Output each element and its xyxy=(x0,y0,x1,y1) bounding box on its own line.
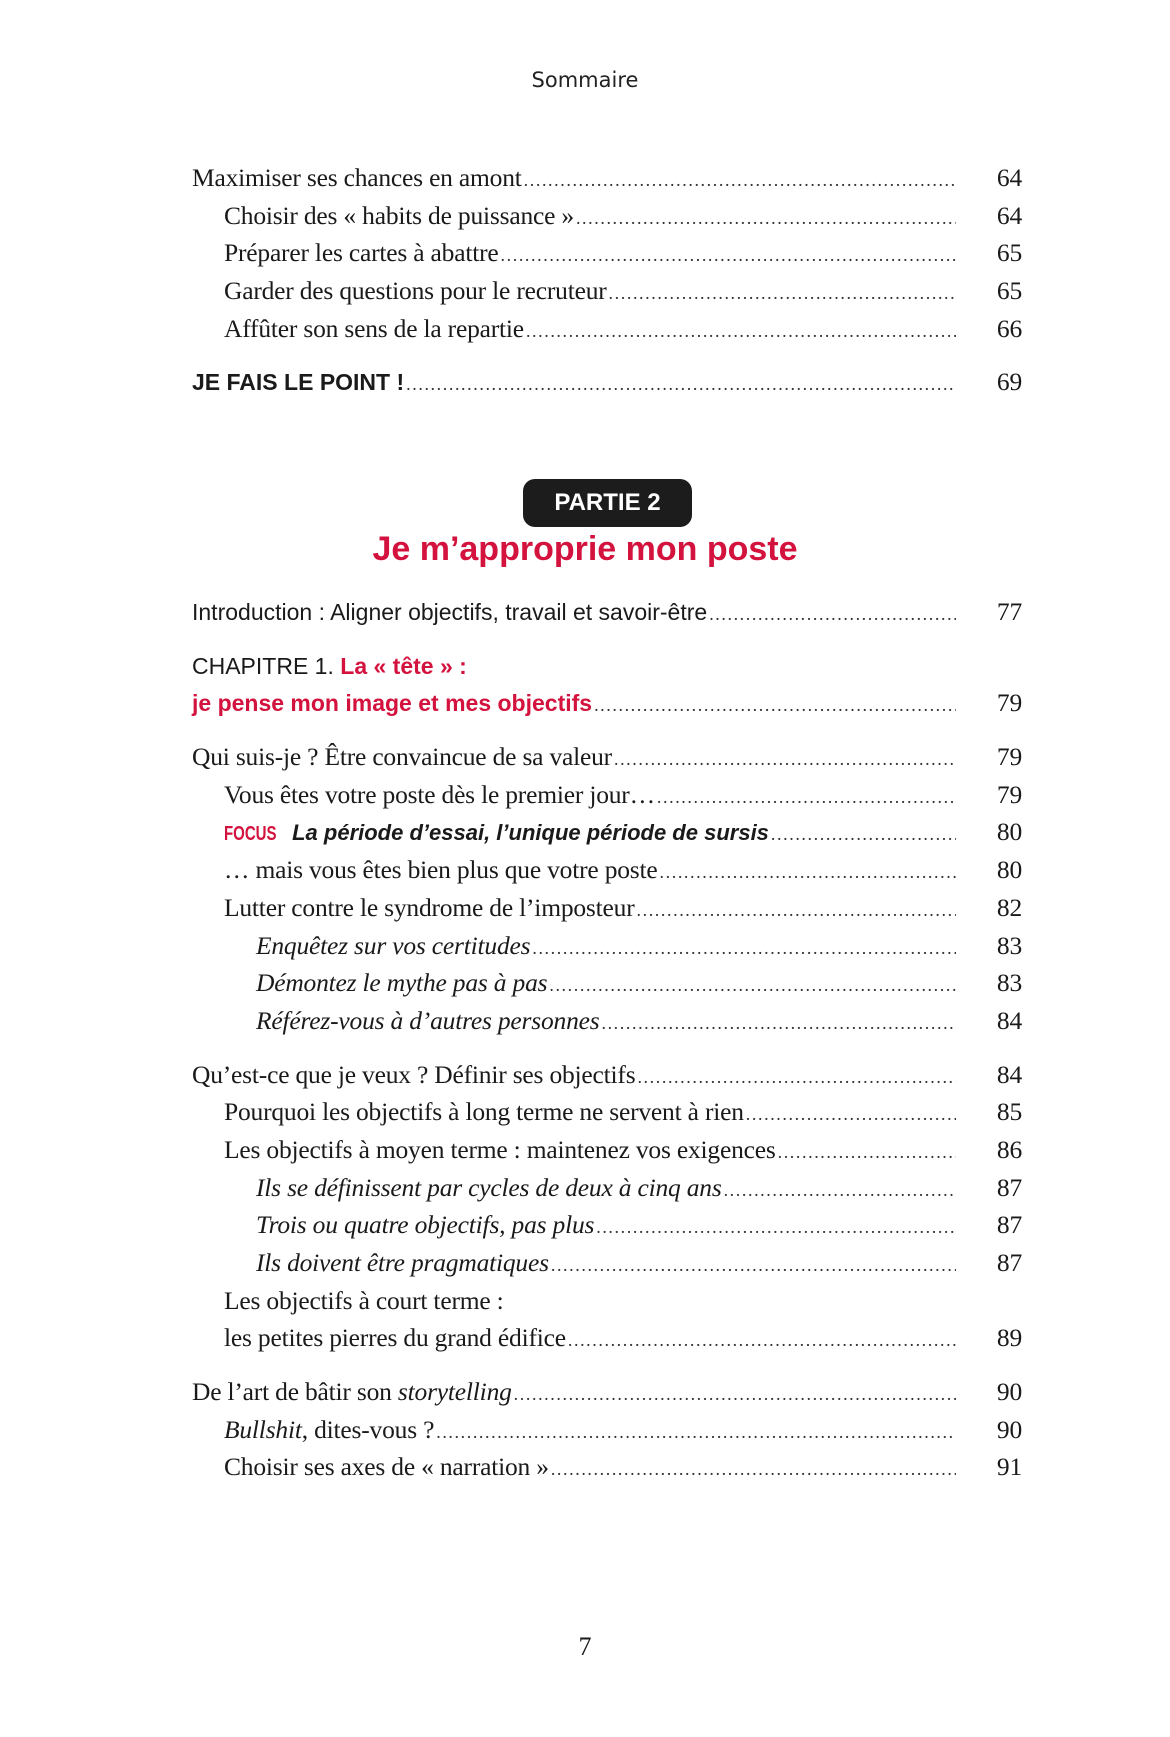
toc-entry-title xyxy=(256,964,547,1002)
toc-entry[interactable] xyxy=(192,159,1022,197)
toc-entry-title xyxy=(256,1206,594,1244)
toc-entry-title xyxy=(192,593,707,632)
toc-title-segment: Pourquoi les objectifs à long terme ne servent à rien xyxy=(224,1097,744,1127)
toc-entry-title xyxy=(224,1411,434,1449)
dot-leader xyxy=(406,366,956,404)
dot-leader xyxy=(778,1134,956,1172)
dot-leader xyxy=(594,687,956,725)
toc-entry[interactable] xyxy=(192,1282,1022,1320)
toc-title-segment: Référez-vous à d’autres personnes xyxy=(256,1005,600,1035)
toc-page-number: 85 xyxy=(996,1097,1022,1127)
toc-title-segment: Introduction : Aligner objectifs, travail et savoir-être xyxy=(192,599,708,625)
toc-entry[interactable] xyxy=(192,1373,1022,1411)
toc-title-segment: Qui suis-je ? Être convaincue de sa valeur xyxy=(192,742,612,772)
toc-title-segment: Enquêtez sur vos certitudes xyxy=(256,930,531,960)
toc-page-number: 77 xyxy=(996,597,1022,626)
toc-page-number: 87 xyxy=(996,1210,1022,1240)
toc-group xyxy=(192,1056,1022,1358)
toc-page-number: 79 xyxy=(996,688,1022,718)
toc-entry[interactable] xyxy=(192,1319,1022,1357)
toc-section-part1-end xyxy=(192,159,1022,401)
toc-title-segment: De l’art de bâtir son xyxy=(192,1377,398,1407)
toc-page-number: 79 xyxy=(996,779,1022,809)
toc-page-number: 65 xyxy=(996,238,1022,268)
toc-page-number: 84 xyxy=(996,1059,1022,1089)
toc-entry-title xyxy=(224,197,574,235)
toc-entry[interactable] xyxy=(192,234,1022,272)
toc-entry[interactable] xyxy=(192,363,1022,401)
toc-entry[interactable] xyxy=(192,1448,1022,1486)
toc-title-segment: Trois ou quatre objectifs, pas plus xyxy=(256,1210,595,1240)
toc-entry[interactable] xyxy=(192,851,1022,889)
toc-title-segment: JE FAIS LE POINT ! xyxy=(192,369,405,396)
toc-title-segment: Les objectifs à moyen terme : maintenez vos exigences xyxy=(224,1134,776,1164)
focus-tag: FOCUS xyxy=(224,823,277,846)
toc-page-number: 90 xyxy=(996,1414,1022,1444)
toc-title-segment: storytelling xyxy=(397,1377,512,1407)
toc-entry[interactable] xyxy=(192,964,1022,1002)
toc-title-segment: Choisir ses axes de « narration » xyxy=(224,1452,549,1482)
toc-title-segment: les petites pierres du grand édifice xyxy=(224,1323,566,1353)
dot-leader xyxy=(549,967,956,1005)
toc-group xyxy=(192,1373,1022,1486)
toc-page-number: 66 xyxy=(996,313,1022,343)
dot-leader xyxy=(601,1005,956,1043)
toc-page-number: 83 xyxy=(996,968,1022,998)
toc-page-number: 89 xyxy=(996,1323,1022,1353)
dot-leader xyxy=(609,275,956,313)
toc-title-segment: Choisir des « habits de puissance » xyxy=(224,200,574,230)
toc-page-number: 79 xyxy=(996,742,1022,772)
toc-group xyxy=(192,363,1022,401)
toc-entry-title xyxy=(224,1319,566,1357)
toc-entry-title xyxy=(224,272,607,310)
toc-title-segment: Lutter contre le syndrome de l’imposteur xyxy=(224,892,635,922)
toc-entry[interactable] xyxy=(192,738,1022,776)
toc-entry[interactable] xyxy=(192,813,1022,851)
toc-entry[interactable] xyxy=(192,593,1022,631)
toc-page-number: 87 xyxy=(996,1248,1022,1277)
toc-title-segment: … mais vous êtes bien plus que votre poste xyxy=(224,855,658,885)
toc-entry-title xyxy=(224,851,658,889)
toc-entry-title xyxy=(192,1056,635,1094)
toc-entry[interactable] xyxy=(192,776,1022,814)
toc-title-segment: Qu’est-ce que je veux ? Définir ses objectifs xyxy=(192,1059,636,1089)
toc-title-segment: Garder des questions pour le recruteur xyxy=(224,276,607,306)
dot-leader xyxy=(576,200,956,238)
toc-entry-title xyxy=(224,776,655,814)
toc-page-number: 65 xyxy=(996,276,1022,306)
toc-entry-title xyxy=(224,1131,776,1169)
toc-entry-title xyxy=(192,647,467,686)
toc-entry[interactable] xyxy=(192,684,1022,722)
toc-entry[interactable] xyxy=(192,310,1022,348)
dot-leader xyxy=(637,892,957,930)
toc-title-segment: Ils se définissent par cycles de deux à cinq ans xyxy=(256,1172,722,1202)
toc-page-number: 80 xyxy=(996,855,1022,885)
toc-entry[interactable] xyxy=(192,647,1022,685)
toc-page-number: 91 xyxy=(996,1452,1022,1482)
dot-leader xyxy=(596,1209,956,1247)
toc-entry[interactable] xyxy=(192,272,1022,310)
toc-title-segment: , dites-vous ? xyxy=(301,1414,435,1444)
toc-section-part2 xyxy=(192,593,1022,1486)
dot-leader xyxy=(436,1414,956,1452)
toc-page-number: 69 xyxy=(996,367,1022,397)
dot-leader xyxy=(514,1376,956,1414)
dot-leader xyxy=(526,313,956,351)
toc-entry[interactable] xyxy=(192,889,1022,927)
toc-entry-title xyxy=(192,363,404,402)
toc-title-segment: Préparer les cartes à abattre xyxy=(224,238,499,268)
toc-title-segment: Vous êtes votre poste dès le premier jour… xyxy=(224,779,655,809)
page-number: 7 xyxy=(578,1632,592,1661)
dot-leader xyxy=(660,854,956,892)
toc-group xyxy=(192,738,1022,1040)
toc-entry-title xyxy=(256,1002,599,1040)
dot-leader xyxy=(532,930,956,968)
toc-entry[interactable] xyxy=(192,1244,1022,1282)
part-title: Je m’approprie mon poste xyxy=(372,530,798,568)
toc-entry-title xyxy=(192,159,522,197)
dot-leader xyxy=(568,1322,956,1360)
toc-entry[interactable] xyxy=(192,1131,1022,1169)
toc-title-segment: Ils doivent être pragmatiques xyxy=(256,1248,549,1277)
toc-entry-title xyxy=(224,1448,549,1486)
toc-title-segment: CHAPITRE 1. xyxy=(192,652,341,679)
toc-page-number: 83 xyxy=(996,930,1022,960)
toc-title-segment: Affûter son sens de la repartie xyxy=(224,313,524,343)
toc-page-number: 64 xyxy=(996,163,1022,192)
toc-entry[interactable] xyxy=(192,1169,1022,1207)
toc-group xyxy=(192,647,1022,722)
toc-entry-title xyxy=(192,684,592,723)
toc-title-segment: Bullshit xyxy=(224,1414,302,1444)
toc-page-number: 84 xyxy=(996,1005,1022,1035)
dot-leader xyxy=(637,1059,956,1097)
toc-entry[interactable] xyxy=(192,1411,1022,1449)
toc-entry[interactable] xyxy=(192,197,1022,235)
toc-entry[interactable] xyxy=(192,1093,1022,1131)
dot-leader xyxy=(614,741,956,779)
toc-title-segment: Démontez le mythe pas à pas xyxy=(256,968,548,998)
toc-entry-title xyxy=(192,738,612,776)
dot-leader xyxy=(524,162,956,200)
toc-group xyxy=(192,593,1022,631)
toc-entry-title xyxy=(192,1373,512,1411)
toc-page-number: 82 xyxy=(996,892,1022,922)
toc-title-segment: Les objectifs à court terme : xyxy=(224,1285,504,1315)
toc-entry-title xyxy=(224,1093,744,1131)
toc-title-segment: La période d’essai, l’unique période de sursis xyxy=(286,820,769,846)
toc-entry[interactable] xyxy=(192,927,1022,965)
toc-entry[interactable] xyxy=(192,1002,1022,1040)
toc-title-segment: La « tête » : xyxy=(340,652,467,679)
toc-entry[interactable] xyxy=(192,1056,1022,1094)
part-badge: PARTIE 2 xyxy=(523,479,692,527)
toc-entry-title xyxy=(256,927,530,965)
toc-title-segment: Maximiser ses chances en amont xyxy=(192,163,522,192)
running-header: Sommaire xyxy=(531,68,639,92)
toc-title-segment: je pense mon image et mes objectifs xyxy=(192,690,593,717)
dot-leader xyxy=(746,1096,956,1134)
toc-entry-title xyxy=(224,1282,504,1320)
toc-group xyxy=(192,159,1022,347)
toc-entry[interactable] xyxy=(192,1206,1022,1244)
toc-page-number: 90 xyxy=(996,1377,1022,1407)
dot-leader xyxy=(657,779,956,817)
dot-leader xyxy=(551,1247,956,1285)
toc-entry-title xyxy=(224,813,769,854)
toc-page-number: 87 xyxy=(996,1172,1022,1202)
dot-leader xyxy=(501,237,956,275)
dot-leader xyxy=(724,1172,956,1210)
toc-entry-title xyxy=(256,1244,549,1282)
toc-page-number: 86 xyxy=(996,1134,1022,1164)
toc-entry-title xyxy=(224,234,499,272)
dot-leader xyxy=(709,596,956,634)
dot-leader xyxy=(771,816,956,854)
toc-entry-title xyxy=(224,889,635,927)
toc-entry-title xyxy=(224,310,524,348)
toc-page-number: 64 xyxy=(996,200,1022,230)
toc-entry-title xyxy=(256,1169,722,1207)
dot-leader xyxy=(551,1451,956,1489)
toc-page-number: 80 xyxy=(996,817,1022,847)
